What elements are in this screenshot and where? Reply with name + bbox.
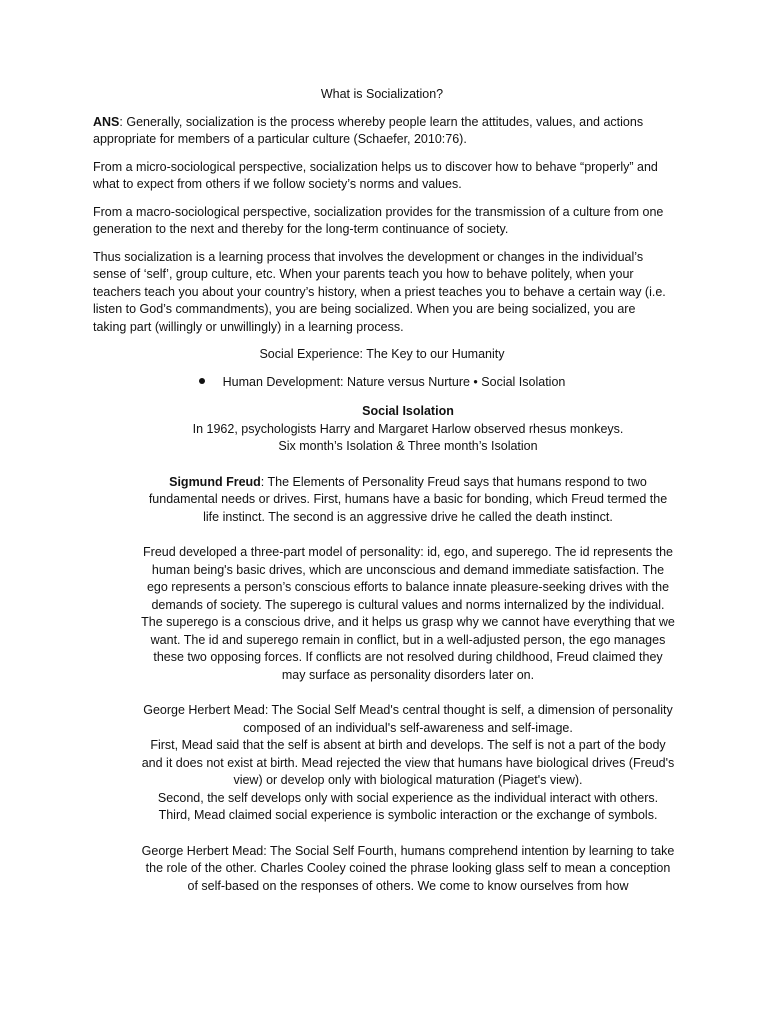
bullet-item: [93, 374, 671, 392]
ans-paragraph: [93, 114, 671, 149]
mead-third-paragraph: Third, Mead claimed social experience is symbolic interaction or the exchange of symbols.: [158, 808, 658, 822]
mead-second-paragraph: Second, the self develops only with social experience as the individual interact with others.: [157, 790, 659, 805]
freud-label: Sigmund Freud: [169, 474, 261, 489]
thus-paragraph: Thus socialization is a learning process that involves the development or changes in the individual’s sense of ‘self’, group culture, etc. When your parents teach you how to behave politely, when your teachers teach you about your country’s history, when a priest teaches you to behave a certain way (i.e. listen to God’s commandments), you are being socialized. When you are being socialized, you are taking part (willingly or unwillingly) in a learning process.: [93, 249, 666, 334]
superego-paragraph: The superego is a conscious drive, and it helps us grasp why we cannot have everything that we want. The id and superego remain in conflict, but in a well-adjusted person, the ego manages these two opposing forces. If conflicts are not resolved during childhood, Freud claimed they may surface as personality disorders later on.: [141, 615, 675, 682]
bullet-icon: [199, 378, 205, 384]
freud-paragraph: [140, 474, 676, 527]
ans-text: : Generally, socialization is the process whereby people learn the attitudes, values, and actions appropriate for members of a particular culture (Schaefer, 2010:76).: [93, 114, 644, 146]
mead-intro-paragraph: George Herbert Mead: The Social Self Mead's central thought is self, a dimension of personality composed of an individual's self-awareness and self-image.: [143, 703, 673, 735]
freud-text: : The Elements of Personality Freud says that humans respond to two fundamental needs or drives. First, humans have a basic for bonding, which Freud termed the life instinct. The second is an aggressive drive he called the death instinct.: [148, 474, 668, 524]
bullet-text: Human Development: Nature versus Nurture • Social Isolation: [222, 374, 566, 389]
macro-paragraph: From a macro-sociological perspective, socialization provides for the transmission of a culture from one generation to the next and thereby for the long-term continuance of society.: [93, 204, 664, 236]
inner-block: [140, 403, 676, 895]
document-page: [93, 86, 675, 895]
mead-fourth-paragraph: George Herbert Mead: The Social Self Fourth, humans comprehend intention by learning to take the role of the other. Charles Cooley coined the phrase looking glass self to mean a conception of self-based on the responses of others. We come to know ourselves from how: [141, 843, 675, 893]
ans-label: ANS: [93, 114, 120, 129]
freud-model-paragraph: Freud developed a three-part model of personality: id, ego, and superego. The id represents the human being's basic drives, which are unconscious and demand immediate satisfaction. The ego represents a person’s conscious efforts to balance innate pleasure-seeking drives with the demands of society. The superego is cultural values and norms internalized by the individual.: [143, 545, 673, 612]
isolation-heading: Social Isolation: [362, 404, 454, 418]
document-title: What is Socialization?: [320, 87, 444, 101]
isolation-line-1: In 1962, psychologists Harry and Margaret Harlow observed rhesus monkeys.: [192, 421, 624, 436]
mead-first-paragraph: First, Mead said that the self is absent at birth and develops. The self is not a part of the body and it does not exist at birth. Mead rejected the view that humans have biological drives (Freud's view) or develop only with biological maturation (Piaget's view).: [141, 738, 675, 787]
micro-paragraph: From a micro-sociological perspective, socialization helps us to discover how to behave “properly” and what to expect from others if we follow society’s norms and values.: [93, 159, 658, 191]
social-experience-heading: Social Experience: The Key to our Humanity: [259, 347, 505, 361]
isolation-line-2: Six month’s Isolation & Three month’s Isolation: [278, 439, 538, 453]
